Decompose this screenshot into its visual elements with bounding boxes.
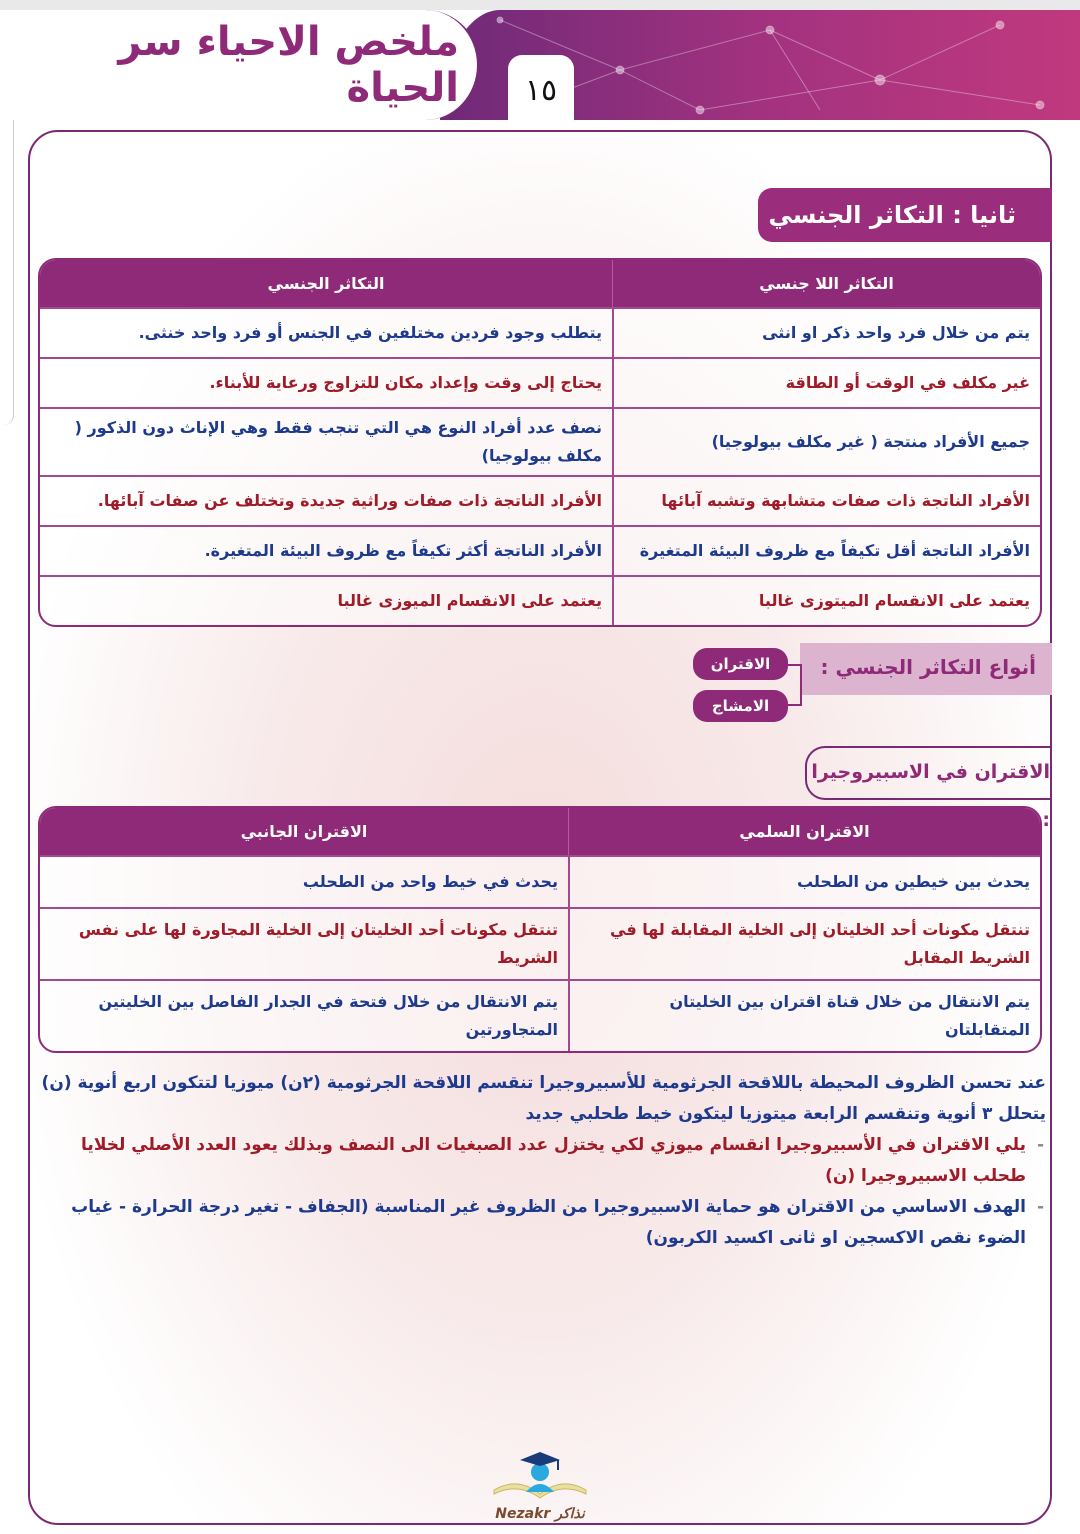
page-number: ١٥ <box>508 55 574 121</box>
table-row <box>40 407 1040 475</box>
type-pill-conjugation: الاقتران <box>693 648 788 680</box>
table-row <box>40 307 1040 357</box>
type-pill-gametes: الامشاج <box>693 690 788 722</box>
table-cell: الأفراد الناتجة ذات صفات متشابهة وتشبه آبائها <box>612 475 1040 525</box>
table-row <box>40 907 1040 979</box>
table-row <box>40 475 1040 525</box>
table-cell: يحتاج إلى وقت وإعداد مكان للتزاوج ورعاية للأبناء. <box>40 357 612 407</box>
conjugation-comparison-table <box>38 806 1042 1053</box>
table-cell: يحدث بين خيطين من الطحلب <box>568 855 1040 907</box>
column-header: الاقتران السلمي <box>568 808 1040 855</box>
table-cell: يتطلب وجود فردين مختلفين في الجنس أو فرد واحد خنثى. <box>40 307 612 357</box>
column-header: الاقتران الجانبي <box>40 808 568 855</box>
table-cell: يتم الانتقال من خلال قناة اقتران بين الخليتان المتقابلتان <box>568 979 1040 1051</box>
table-row <box>40 357 1040 407</box>
note-bullet: - الهدف الاساسي من الاقتران هو حماية الاسبيروجيرا من الظروف غير المناسبة (الجفاف - تغير درجة الحرارة - غياب الضوء نقص الاكسجين او ثانى اكسيد الكربون) <box>38 1192 1046 1254</box>
column-header: التكاثر الجنسي <box>40 260 612 307</box>
reproduction-comparison-table <box>38 258 1042 627</box>
table-row <box>40 979 1040 1051</box>
table-cell: الأفراد الناتجة أقل تكيفاً مع ظروف البيئة المتغيرة <box>612 525 1040 575</box>
table-cell: غير مكلف في الوقت أو الطاقة <box>612 357 1040 407</box>
spirogyra-heading: الاقتران في الاسبيروجيرا : <box>805 746 1052 800</box>
section-title: ثانيا : التكاثر الجنسي <box>758 188 1052 242</box>
table-row <box>40 575 1040 625</box>
logo-text: Nezakr نذاكر <box>495 1506 585 1522</box>
table-cell: نصف عدد أفراد النوع هي التي تنجب فقط وهي الإناث دون الذكور ( مكلف بيولوجيا) <box>40 407 612 475</box>
table-cell: جميع الأفراد منتجة ( غير مكلف بيولوجيا) <box>612 407 1040 475</box>
notes <box>38 1068 1046 1254</box>
table-cell: تنتقل مكونات أحد الخليتان إلى الخلية المجاورة لها على نفس الشريط <box>40 907 568 979</box>
notes-paragraph: عند تحسن الظروف المحيطة باللاقحة الجرثومية للأسبيروجيرا تنقسم اللاقحة الجرثومية (٢ن) ميوزيا لتتكون اربع أنوية (ن) يتحلل ٣ أنوية وتنقسم الرابعة ميتوزيا ليتكون خيط طحلبي جديد <box>41 1073 1046 1124</box>
table-cell: يتم من خلال فرد واحد ذكر او انثى <box>612 307 1040 357</box>
table-cell: الأفراد الناتجة ذات صفات وراثية جديدة وتختلف عن صفات آبائها. <box>40 475 612 525</box>
nezakr-logo <box>488 1450 592 1525</box>
table-cell: يحدث في خيط واحد من الطحلب <box>40 855 568 907</box>
graduate-book-icon <box>488 1450 592 1502</box>
table-row <box>40 855 1040 907</box>
table-cell: الأفراد الناتجة أكثر تكيفاً مع ظروف البيئة المتغيرة. <box>40 525 612 575</box>
page-title: ملخص الاحياء سر الحياة <box>0 10 480 120</box>
table-cell: يعتمد على الانقسام الميتوزى غالبا <box>612 575 1040 625</box>
top-bar <box>0 0 1080 10</box>
table-row <box>40 525 1040 575</box>
note-bullet: - يلي الاقتران في الأسبيروجيرا انقسام ميوزي لكي يختزل عدد الصبغيات الى النصف وبذلك يعود العدد الأصلي لخلايا طحلب الاسبيروجيرا (ن) <box>38 1130 1046 1192</box>
table-cell: تنتقل مكونات أحد الخليتان إلى الخلية المقابلة لها في الشريط المقابل <box>568 907 1040 979</box>
table-cell: يتم الانتقال من خلال فتحة في الجدار الفاصل بين الخليتين المتجاورتين <box>40 979 568 1051</box>
bracket-connector <box>788 664 802 706</box>
types-label: أنواع التكاثر الجنسي : <box>800 643 1052 695</box>
table-cell: يعتمد على الانقسام الميوزى غالبا <box>40 575 612 625</box>
column-header: التكاثر اللا جنسي <box>612 260 1040 307</box>
